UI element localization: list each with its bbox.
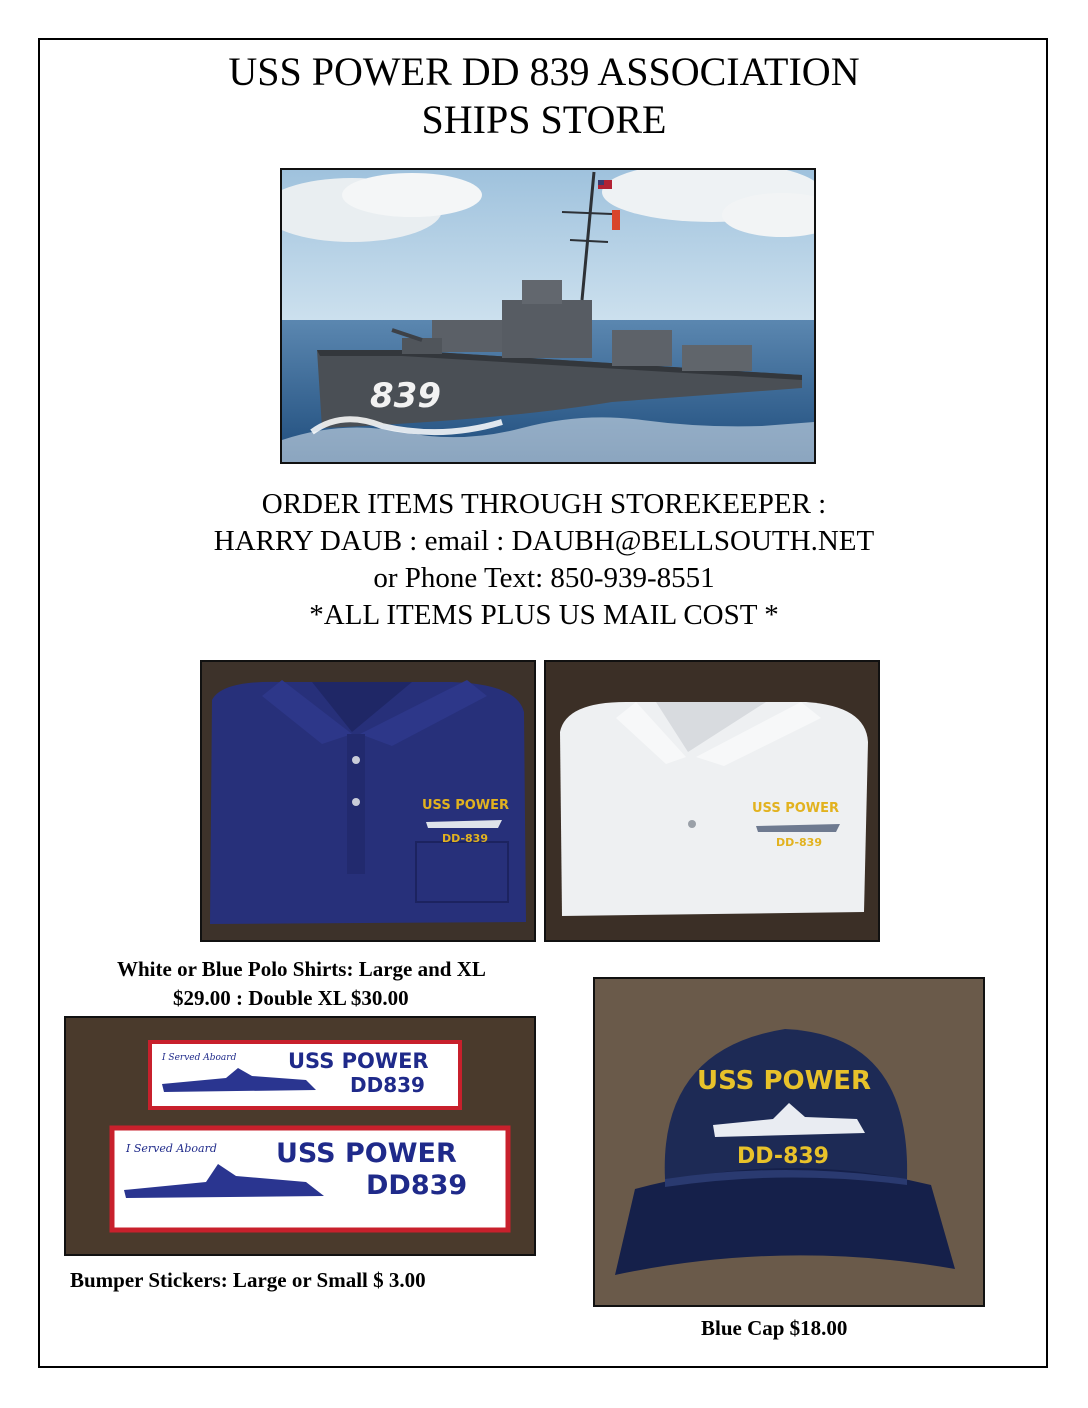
page-subtitle: SHIPS STORE bbox=[421, 97, 667, 142]
small-sticker-name: USS POWER bbox=[288, 1049, 429, 1073]
page-title: USS POWER DD 839 ASSOCIATION bbox=[228, 49, 860, 94]
white-polo-photo bbox=[544, 660, 880, 942]
bumper-stickers-photo bbox=[64, 1016, 536, 1256]
ship-photo bbox=[280, 168, 816, 464]
white-polo-emb-name: USS POWER bbox=[752, 801, 840, 816]
polo-caption-line1: White or Blue Polo Shirts: Large and XL bbox=[117, 957, 486, 981]
small-sticker-served: I Served Aboard bbox=[162, 1053, 237, 1063]
phone-text: or Phone Text: 850-939-8551 bbox=[373, 562, 715, 594]
hull-number-text: 839 bbox=[370, 376, 441, 416]
polo-emb-name: USS POWER bbox=[422, 798, 510, 813]
cap-caption: Blue Cap $18.00 bbox=[701, 1316, 848, 1340]
polo-caption-line2: $29.00 : Double XL $30.00 bbox=[173, 986, 409, 1010]
large-sticker-hull: DD839 bbox=[366, 1170, 468, 1201]
storekeeper-contact: HARRY DAUB : email : DAUBH@BELLSOUTH.NET bbox=[213, 525, 875, 557]
large-sticker-served: I Served Aboard bbox=[126, 1142, 217, 1155]
polo-emb-hull: DD-839 bbox=[442, 832, 488, 845]
cap-emb-hull: DD-839 bbox=[737, 1144, 829, 1169]
blue-cap-photo bbox=[593, 977, 985, 1307]
mail-cost-note: *ALL ITEMS PLUS US MAIL COST * bbox=[309, 599, 779, 631]
stickers-caption: Bumper Stickers: Large or Small $ 3.00 bbox=[70, 1268, 426, 1292]
order-instructions: ORDER ITEMS THROUGH STOREKEEPER : bbox=[261, 488, 827, 520]
cap-emb-name: USS POWER bbox=[697, 1066, 872, 1096]
white-polo-emb-hull: DD-839 bbox=[776, 836, 822, 849]
blue-polo-photo bbox=[200, 660, 536, 942]
large-sticker-name: USS POWER bbox=[276, 1138, 457, 1169]
small-sticker-hull: DD839 bbox=[350, 1073, 425, 1097]
